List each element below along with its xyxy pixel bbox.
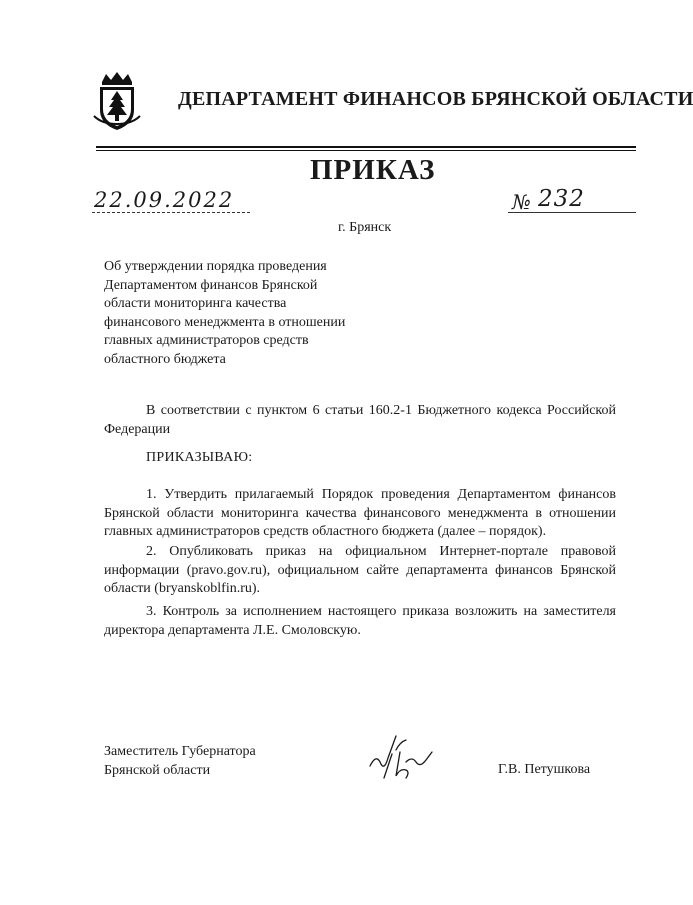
handwritten-number: 232: [538, 186, 585, 212]
order-item-2: 2. Опубликовать приказ на официальном Интернет-портале правовой информации (pravo.gov.ru), официальном сайте департамента финансов Брянской области (bryanskoblfin.ru).: [104, 544, 616, 596]
handwritten-signature: [366, 732, 446, 784]
subject-line: Департаментом финансов Брянской: [104, 277, 318, 293]
subject-block: [104, 258, 394, 370]
bryansk-coat-of-arms-icon: [94, 72, 140, 132]
signatory-name: Г.В. Петушкова: [498, 762, 591, 777]
document-type-title: ПРИКАЗ: [310, 154, 436, 186]
subject-line: финансового менеджмента в отношении: [104, 314, 346, 330]
subject-line: области мониторинга качества: [104, 296, 287, 312]
header-divider-thin: [96, 150, 636, 151]
header-divider-thick: [96, 146, 636, 148]
order-item-3: 3. Контроль за исполнением настоящего приказа возложить на заместителя директора департамента Л.Е. Смоловскую.: [104, 604, 616, 638]
subject-line: главных администраторов средств: [104, 333, 309, 349]
signatory-role-line: Заместитель Губернатора: [104, 744, 256, 759]
order-item-1: 1. Утвердить прилагаемый Порядок проведения Департаментом финансов Брянской области мониторинга качества финансового менеджмента в отношении главных администраторов средств областного бюджета (далее – порядок).: [104, 487, 616, 539]
number-prefix: №: [512, 190, 531, 214]
preamble-paragraph: В соответствии с пунктом 6 статьи 160.2-1 Бюджетного кодекса Российской Федерации: [104, 403, 616, 437]
order-word: ПРИКАЗЫВАЮ:: [146, 450, 253, 465]
subject-line: Об утверждении порядка проведения: [104, 259, 327, 274]
handwritten-date: 22.09.2022: [94, 188, 235, 212]
city-label: г. Брянск: [338, 220, 392, 235]
date-underline: [92, 212, 250, 213]
signatory-role-line: Брянской области: [104, 763, 211, 778]
number-underline: [508, 212, 636, 213]
subject-line: областного бюджета: [104, 351, 226, 367]
signatory-role: [104, 742, 256, 780]
department-title: ДЕПАРТАМЕНТ ФИНАНСОВ БРЯНСКОЙ ОБЛАСТИ: [178, 88, 693, 110]
